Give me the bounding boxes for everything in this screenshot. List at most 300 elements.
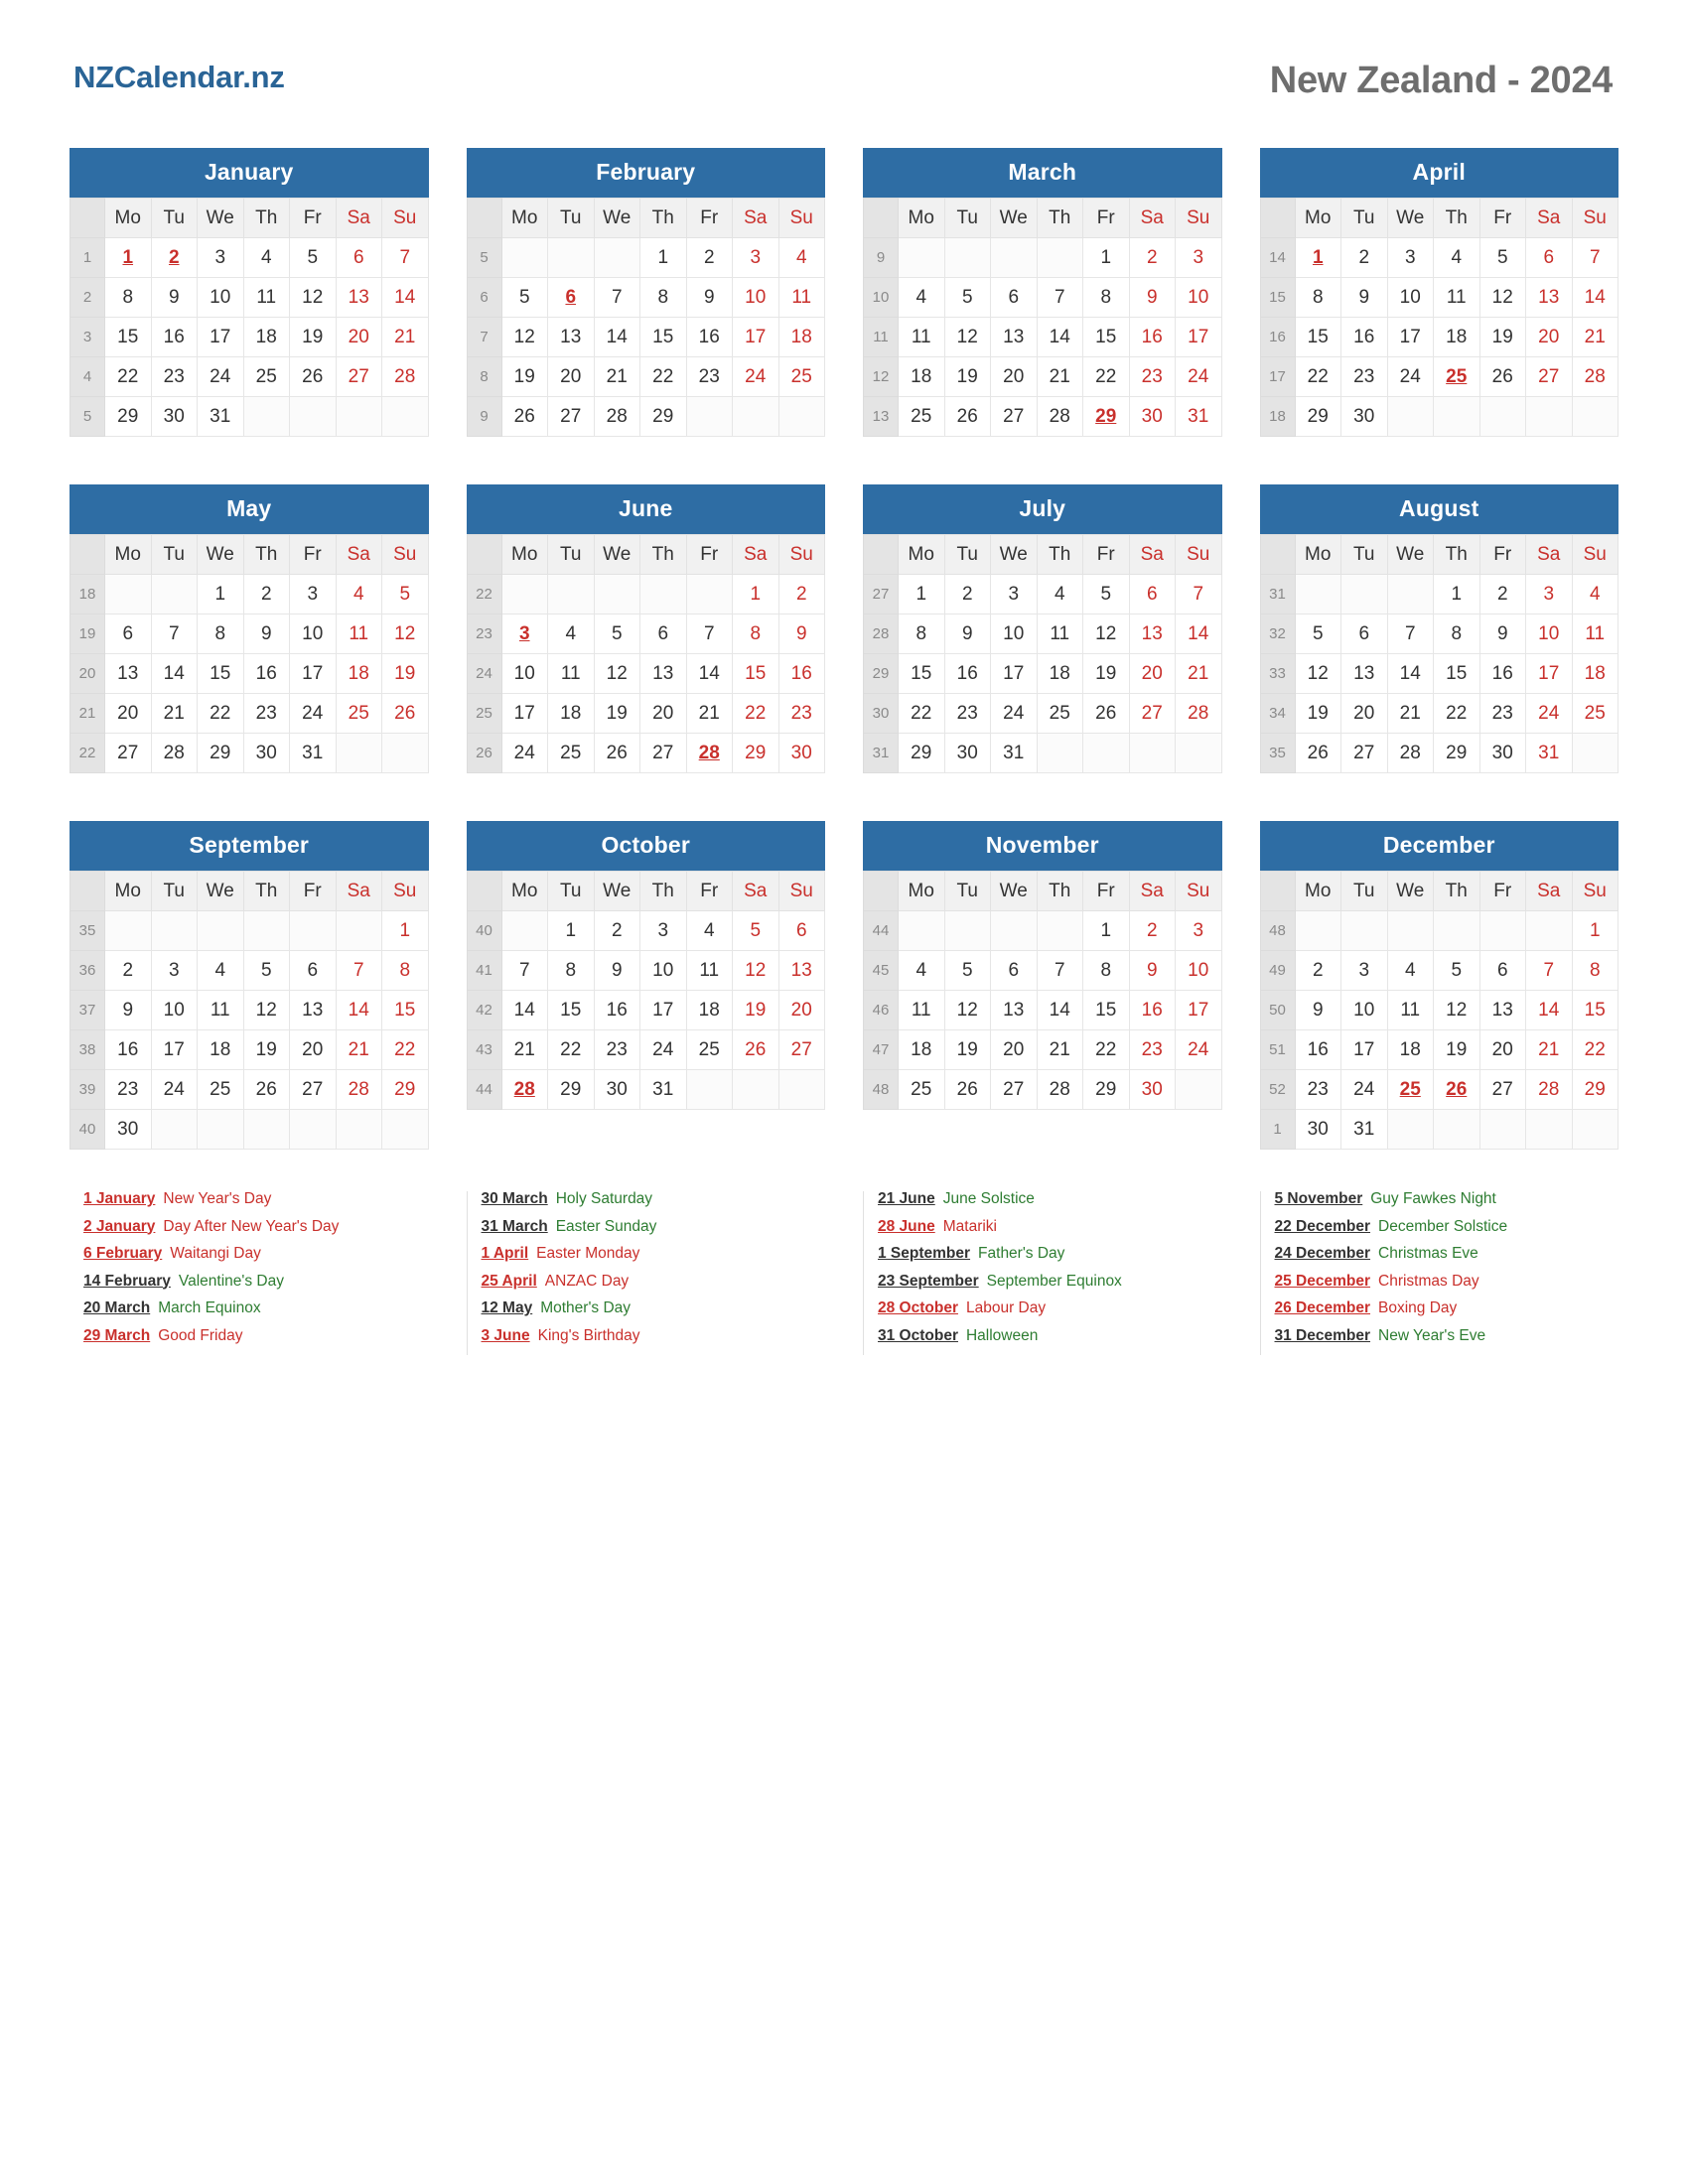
day-cell[interactable]: 7 — [1037, 278, 1083, 318]
day-cell[interactable]: 13 — [105, 654, 152, 694]
day-cell[interactable]: 2 — [105, 951, 152, 991]
day-cell[interactable]: 1 — [899, 575, 945, 614]
day-cell[interactable]: 17 — [640, 991, 687, 1030]
day-cell[interactable]: 12 — [1479, 278, 1526, 318]
day-cell[interactable]: 13 — [548, 318, 595, 357]
day-cell[interactable]: 26 — [1434, 1070, 1480, 1110]
day-cell[interactable]: 27 — [105, 734, 152, 773]
day-cell[interactable]: 21 — [1037, 357, 1083, 397]
day-cell[interactable]: 29 — [1083, 1070, 1130, 1110]
day-cell[interactable]: 19 — [501, 357, 548, 397]
day-cell[interactable]: 17 — [290, 654, 337, 694]
day-cell[interactable]: 23 — [1295, 1070, 1341, 1110]
day-cell[interactable]: 24 — [733, 357, 779, 397]
day-cell[interactable]: 21 — [336, 1030, 382, 1070]
day-cell[interactable]: 18 — [686, 991, 733, 1030]
day-cell[interactable]: 26 — [382, 694, 429, 734]
day-cell[interactable]: 8 — [198, 614, 244, 654]
day-cell[interactable]: 17 — [733, 318, 779, 357]
day-cell[interactable]: 11 — [1387, 991, 1434, 1030]
day-cell[interactable]: 1 — [1295, 238, 1341, 278]
day-cell[interactable]: 2 — [1129, 911, 1176, 951]
day-cell[interactable]: 15 — [382, 991, 429, 1030]
day-cell[interactable]: 8 — [733, 614, 779, 654]
day-cell[interactable]: 20 — [1526, 318, 1573, 357]
day-cell[interactable]: 10 — [501, 654, 548, 694]
day-cell[interactable]: 30 — [151, 397, 198, 437]
day-cell[interactable]: 7 — [501, 951, 548, 991]
day-cell[interactable]: 24 — [290, 694, 337, 734]
day-cell[interactable]: 30 — [944, 734, 991, 773]
day-cell[interactable]: 5 — [1479, 238, 1526, 278]
day-cell[interactable]: 23 — [1129, 1030, 1176, 1070]
day-cell[interactable]: 23 — [151, 357, 198, 397]
day-cell[interactable]: 3 — [1341, 951, 1388, 991]
day-cell[interactable]: 4 — [686, 911, 733, 951]
day-cell[interactable]: 2 — [778, 575, 825, 614]
day-cell[interactable]: 2 — [686, 238, 733, 278]
day-cell[interactable]: 29 — [899, 734, 945, 773]
day-cell[interactable]: 13 — [991, 991, 1038, 1030]
day-cell[interactable]: 9 — [686, 278, 733, 318]
day-cell[interactable]: 2 — [1341, 238, 1388, 278]
day-cell[interactable]: 17 — [991, 654, 1038, 694]
day-cell[interactable]: 22 — [382, 1030, 429, 1070]
day-cell[interactable]: 5 — [243, 951, 290, 991]
day-cell[interactable]: 19 — [944, 357, 991, 397]
day-cell[interactable]: 6 — [290, 951, 337, 991]
day-cell[interactable]: 28 — [336, 1070, 382, 1110]
day-cell[interactable]: 2 — [944, 575, 991, 614]
day-cell[interactable]: 13 — [1341, 654, 1388, 694]
day-cell[interactable]: 26 — [501, 397, 548, 437]
day-cell[interactable]: 2 — [594, 911, 640, 951]
day-cell[interactable]: 30 — [1129, 1070, 1176, 1110]
day-cell[interactable]: 28 — [151, 734, 198, 773]
day-cell[interactable]: 16 — [778, 654, 825, 694]
day-cell[interactable]: 20 — [290, 1030, 337, 1070]
day-cell[interactable]: 10 — [991, 614, 1038, 654]
day-cell[interactable]: 6 — [548, 278, 595, 318]
day-cell[interactable]: 10 — [1176, 278, 1222, 318]
day-cell[interactable]: 21 — [501, 1030, 548, 1070]
day-cell[interactable]: 26 — [944, 397, 991, 437]
day-cell[interactable]: 3 — [151, 951, 198, 991]
day-cell[interactable]: 11 — [1037, 614, 1083, 654]
day-cell[interactable]: 27 — [1129, 694, 1176, 734]
day-cell[interactable]: 25 — [899, 397, 945, 437]
day-cell[interactable]: 23 — [1129, 357, 1176, 397]
day-cell[interactable]: 8 — [1083, 278, 1130, 318]
day-cell[interactable]: 24 — [1341, 1070, 1388, 1110]
day-cell[interactable]: 16 — [243, 654, 290, 694]
day-cell[interactable]: 8 — [382, 951, 429, 991]
day-cell[interactable]: 29 — [1572, 1070, 1618, 1110]
day-cell[interactable]: 9 — [1341, 278, 1388, 318]
day-cell[interactable]: 19 — [290, 318, 337, 357]
day-cell[interactable]: 22 — [1083, 357, 1130, 397]
day-cell[interactable]: 13 — [290, 991, 337, 1030]
day-cell[interactable]: 3 — [198, 238, 244, 278]
day-cell[interactable]: 3 — [290, 575, 337, 614]
day-cell[interactable]: 14 — [1572, 278, 1618, 318]
day-cell[interactable]: 17 — [1526, 654, 1573, 694]
day-cell[interactable]: 4 — [243, 238, 290, 278]
day-cell[interactable]: 11 — [1434, 278, 1480, 318]
day-cell[interactable]: 18 — [778, 318, 825, 357]
day-cell[interactable]: 10 — [1526, 614, 1573, 654]
day-cell[interactable]: 25 — [686, 1030, 733, 1070]
day-cell[interactable]: 8 — [1083, 951, 1130, 991]
day-cell[interactable]: 19 — [1083, 654, 1130, 694]
day-cell[interactable]: 16 — [1129, 991, 1176, 1030]
day-cell[interactable]: 4 — [336, 575, 382, 614]
day-cell[interactable]: 25 — [243, 357, 290, 397]
day-cell[interactable]: 24 — [1176, 1030, 1222, 1070]
day-cell[interactable]: 5 — [1434, 951, 1480, 991]
day-cell[interactable]: 9 — [778, 614, 825, 654]
day-cell[interactable]: 14 — [336, 991, 382, 1030]
day-cell[interactable]: 6 — [640, 614, 687, 654]
day-cell[interactable]: 11 — [548, 654, 595, 694]
site-logo[interactable]: NZCalendar.nz — [73, 60, 285, 94]
day-cell[interactable]: 29 — [1295, 397, 1341, 437]
day-cell[interactable]: 26 — [1295, 734, 1341, 773]
day-cell[interactable]: 23 — [686, 357, 733, 397]
day-cell[interactable]: 17 — [1341, 1030, 1388, 1070]
day-cell[interactable]: 16 — [1479, 654, 1526, 694]
day-cell[interactable]: 2 — [151, 238, 198, 278]
day-cell[interactable]: 18 — [336, 654, 382, 694]
day-cell[interactable]: 23 — [778, 694, 825, 734]
day-cell[interactable]: 2 — [1129, 238, 1176, 278]
day-cell[interactable]: 26 — [944, 1070, 991, 1110]
day-cell[interactable]: 10 — [198, 278, 244, 318]
day-cell[interactable]: 25 — [548, 734, 595, 773]
day-cell[interactable]: 1 — [1434, 575, 1480, 614]
day-cell[interactable]: 25 — [778, 357, 825, 397]
day-cell[interactable]: 9 — [1295, 991, 1341, 1030]
day-cell[interactable]: 27 — [548, 397, 595, 437]
day-cell[interactable]: 13 — [336, 278, 382, 318]
day-cell[interactable]: 1 — [105, 238, 152, 278]
day-cell[interactable]: 12 — [594, 654, 640, 694]
day-cell[interactable]: 24 — [1387, 357, 1434, 397]
day-cell[interactable]: 22 — [899, 694, 945, 734]
day-cell[interactable]: 10 — [1341, 991, 1388, 1030]
day-cell[interactable]: 23 — [944, 694, 991, 734]
day-cell[interactable]: 8 — [1434, 614, 1480, 654]
day-cell[interactable]: 31 — [1526, 734, 1573, 773]
day-cell[interactable]: 14 — [686, 654, 733, 694]
day-cell[interactable]: 15 — [1083, 318, 1130, 357]
day-cell[interactable]: 14 — [151, 654, 198, 694]
day-cell[interactable]: 23 — [594, 1030, 640, 1070]
day-cell[interactable]: 4 — [1037, 575, 1083, 614]
day-cell[interactable]: 17 — [1387, 318, 1434, 357]
day-cell[interactable]: 25 — [899, 1070, 945, 1110]
day-cell[interactable]: 10 — [1387, 278, 1434, 318]
day-cell[interactable]: 7 — [1176, 575, 1222, 614]
day-cell[interactable]: 3 — [1176, 238, 1222, 278]
day-cell[interactable]: 23 — [243, 694, 290, 734]
day-cell[interactable]: 28 — [686, 734, 733, 773]
day-cell[interactable]: 28 — [1526, 1070, 1573, 1110]
day-cell[interactable]: 12 — [944, 991, 991, 1030]
day-cell[interactable]: 18 — [1434, 318, 1480, 357]
day-cell[interactable]: 5 — [944, 278, 991, 318]
day-cell[interactable]: 29 — [105, 397, 152, 437]
day-cell[interactable]: 20 — [1479, 1030, 1526, 1070]
day-cell[interactable]: 9 — [151, 278, 198, 318]
day-cell[interactable]: 22 — [105, 357, 152, 397]
day-cell[interactable]: 31 — [1341, 1110, 1388, 1150]
day-cell[interactable]: 25 — [1434, 357, 1480, 397]
day-cell[interactable]: 26 — [1479, 357, 1526, 397]
day-cell[interactable]: 2 — [1479, 575, 1526, 614]
day-cell[interactable]: 18 — [1037, 654, 1083, 694]
day-cell[interactable]: 14 — [1387, 654, 1434, 694]
day-cell[interactable]: 20 — [1341, 694, 1388, 734]
day-cell[interactable]: 15 — [548, 991, 595, 1030]
day-cell[interactable]: 6 — [336, 238, 382, 278]
day-cell[interactable]: 5 — [1083, 575, 1130, 614]
day-cell[interactable]: 20 — [336, 318, 382, 357]
day-cell[interactable]: 4 — [1387, 951, 1434, 991]
day-cell[interactable]: 23 — [1479, 694, 1526, 734]
day-cell[interactable]: 14 — [1037, 318, 1083, 357]
day-cell[interactable]: 19 — [733, 991, 779, 1030]
day-cell[interactable]: 5 — [733, 911, 779, 951]
day-cell[interactable]: 25 — [198, 1070, 244, 1110]
day-cell[interactable]: 8 — [1572, 951, 1618, 991]
day-cell[interactable]: 27 — [1479, 1070, 1526, 1110]
day-cell[interactable]: 19 — [1479, 318, 1526, 357]
day-cell[interactable]: 24 — [1526, 694, 1573, 734]
day-cell[interactable]: 25 — [1572, 694, 1618, 734]
day-cell[interactable]: 8 — [640, 278, 687, 318]
day-cell[interactable]: 27 — [1526, 357, 1573, 397]
day-cell[interactable]: 22 — [1572, 1030, 1618, 1070]
day-cell[interactable]: 5 — [1295, 614, 1341, 654]
day-cell[interactable]: 6 — [1526, 238, 1573, 278]
day-cell[interactable]: 21 — [1176, 654, 1222, 694]
day-cell[interactable]: 14 — [1176, 614, 1222, 654]
day-cell[interactable]: 30 — [105, 1110, 152, 1150]
day-cell[interactable]: 9 — [105, 991, 152, 1030]
day-cell[interactable]: 30 — [778, 734, 825, 773]
day-cell[interactable]: 3 — [733, 238, 779, 278]
day-cell[interactable]: 22 — [548, 1030, 595, 1070]
day-cell[interactable]: 21 — [1387, 694, 1434, 734]
day-cell[interactable]: 8 — [1295, 278, 1341, 318]
day-cell[interactable]: 5 — [290, 238, 337, 278]
day-cell[interactable]: 11 — [1572, 614, 1618, 654]
day-cell[interactable]: 11 — [686, 951, 733, 991]
day-cell[interactable]: 15 — [105, 318, 152, 357]
day-cell[interactable]: 29 — [382, 1070, 429, 1110]
day-cell[interactable]: 3 — [1176, 911, 1222, 951]
day-cell[interactable]: 16 — [151, 318, 198, 357]
day-cell[interactable]: 16 — [686, 318, 733, 357]
day-cell[interactable]: 30 — [243, 734, 290, 773]
day-cell[interactable]: 4 — [1572, 575, 1618, 614]
day-cell[interactable]: 28 — [501, 1070, 548, 1110]
day-cell[interactable]: 30 — [1129, 397, 1176, 437]
day-cell[interactable]: 31 — [290, 734, 337, 773]
day-cell[interactable]: 7 — [1037, 951, 1083, 991]
day-cell[interactable]: 10 — [640, 951, 687, 991]
day-cell[interactable]: 26 — [733, 1030, 779, 1070]
day-cell[interactable]: 14 — [1526, 991, 1573, 1030]
day-cell[interactable]: 15 — [899, 654, 945, 694]
day-cell[interactable]: 15 — [1083, 991, 1130, 1030]
day-cell[interactable]: 3 — [1387, 238, 1434, 278]
day-cell[interactable]: 18 — [1572, 654, 1618, 694]
day-cell[interactable]: 20 — [640, 694, 687, 734]
day-cell[interactable]: 12 — [1434, 991, 1480, 1030]
day-cell[interactable]: 19 — [1295, 694, 1341, 734]
day-cell[interactable]: 9 — [1129, 278, 1176, 318]
day-cell[interactable]: 22 — [640, 357, 687, 397]
day-cell[interactable]: 30 — [1341, 397, 1388, 437]
day-cell[interactable]: 9 — [1479, 614, 1526, 654]
day-cell[interactable]: 11 — [778, 278, 825, 318]
day-cell[interactable]: 13 — [991, 318, 1038, 357]
day-cell[interactable]: 22 — [198, 694, 244, 734]
day-cell[interactable]: 29 — [640, 397, 687, 437]
day-cell[interactable]: 21 — [151, 694, 198, 734]
day-cell[interactable]: 31 — [1176, 397, 1222, 437]
day-cell[interactable]: 12 — [733, 951, 779, 991]
day-cell[interactable]: 24 — [501, 734, 548, 773]
day-cell[interactable]: 29 — [1083, 397, 1130, 437]
day-cell[interactable]: 7 — [594, 278, 640, 318]
day-cell[interactable]: 4 — [899, 951, 945, 991]
day-cell[interactable]: 28 — [382, 357, 429, 397]
day-cell[interactable]: 27 — [778, 1030, 825, 1070]
day-cell[interactable]: 9 — [1129, 951, 1176, 991]
day-cell[interactable]: 31 — [198, 397, 244, 437]
day-cell[interactable]: 17 — [1176, 991, 1222, 1030]
day-cell[interactable]: 7 — [1526, 951, 1573, 991]
day-cell[interactable]: 26 — [1083, 694, 1130, 734]
day-cell[interactable]: 8 — [105, 278, 152, 318]
day-cell[interactable]: 14 — [382, 278, 429, 318]
day-cell[interactable]: 27 — [991, 1070, 1038, 1110]
day-cell[interactable]: 4 — [198, 951, 244, 991]
day-cell[interactable]: 10 — [151, 991, 198, 1030]
day-cell[interactable]: 29 — [198, 734, 244, 773]
day-cell[interactable]: 29 — [1434, 734, 1480, 773]
day-cell[interactable]: 2 — [1295, 951, 1341, 991]
day-cell[interactable]: 19 — [382, 654, 429, 694]
day-cell[interactable]: 25 — [336, 694, 382, 734]
day-cell[interactable]: 28 — [594, 397, 640, 437]
day-cell[interactable]: 3 — [991, 575, 1038, 614]
day-cell[interactable]: 31 — [991, 734, 1038, 773]
day-cell[interactable]: 28 — [1176, 694, 1222, 734]
day-cell[interactable]: 19 — [944, 1030, 991, 1070]
day-cell[interactable]: 11 — [243, 278, 290, 318]
day-cell[interactable]: 4 — [899, 278, 945, 318]
day-cell[interactable]: 21 — [1572, 318, 1618, 357]
day-cell[interactable]: 12 — [243, 991, 290, 1030]
day-cell[interactable]: 24 — [640, 1030, 687, 1070]
day-cell[interactable]: 19 — [594, 694, 640, 734]
day-cell[interactable]: 15 — [198, 654, 244, 694]
day-cell[interactable]: 7 — [686, 614, 733, 654]
day-cell[interactable]: 3 — [501, 614, 548, 654]
day-cell[interactable]: 9 — [594, 951, 640, 991]
day-cell[interactable]: 13 — [1479, 991, 1526, 1030]
day-cell[interactable]: 20 — [991, 357, 1038, 397]
day-cell[interactable]: 17 — [151, 1030, 198, 1070]
day-cell[interactable]: 13 — [1526, 278, 1573, 318]
day-cell[interactable]: 19 — [243, 1030, 290, 1070]
day-cell[interactable]: 7 — [1387, 614, 1434, 654]
day-cell[interactable]: 18 — [899, 1030, 945, 1070]
day-cell[interactable]: 15 — [1572, 991, 1618, 1030]
day-cell[interactable]: 4 — [778, 238, 825, 278]
day-cell[interactable]: 27 — [640, 734, 687, 773]
day-cell[interactable]: 28 — [1387, 734, 1434, 773]
day-cell[interactable]: 16 — [105, 1030, 152, 1070]
day-cell[interactable]: 6 — [1479, 951, 1526, 991]
day-cell[interactable]: 13 — [1129, 614, 1176, 654]
day-cell[interactable]: 29 — [548, 1070, 595, 1110]
day-cell[interactable]: 23 — [105, 1070, 152, 1110]
day-cell[interactable]: 7 — [1572, 238, 1618, 278]
day-cell[interactable]: 25 — [1037, 694, 1083, 734]
day-cell[interactable]: 22 — [1434, 694, 1480, 734]
day-cell[interactable]: 11 — [198, 991, 244, 1030]
day-cell[interactable]: 14 — [501, 991, 548, 1030]
day-cell[interactable]: 8 — [899, 614, 945, 654]
day-cell[interactable]: 12 — [290, 278, 337, 318]
day-cell[interactable]: 16 — [594, 991, 640, 1030]
day-cell[interactable]: 9 — [243, 614, 290, 654]
day-cell[interactable]: 6 — [105, 614, 152, 654]
day-cell[interactable]: 28 — [1037, 397, 1083, 437]
day-cell[interactable]: 12 — [501, 318, 548, 357]
day-cell[interactable]: 23 — [1341, 357, 1388, 397]
day-cell[interactable]: 21 — [1526, 1030, 1573, 1070]
day-cell[interactable]: 18 — [198, 1030, 244, 1070]
day-cell[interactable]: 10 — [1176, 951, 1222, 991]
day-cell[interactable]: 15 — [1295, 318, 1341, 357]
day-cell[interactable]: 6 — [991, 278, 1038, 318]
day-cell[interactable]: 27 — [290, 1070, 337, 1110]
day-cell[interactable]: 1 — [640, 238, 687, 278]
day-cell[interactable]: 5 — [382, 575, 429, 614]
day-cell[interactable]: 6 — [1341, 614, 1388, 654]
day-cell[interactable]: 28 — [1572, 357, 1618, 397]
day-cell[interactable]: 24 — [1176, 357, 1222, 397]
day-cell[interactable]: 5 — [594, 614, 640, 654]
day-cell[interactable]: 1 — [548, 911, 595, 951]
day-cell[interactable]: 13 — [640, 654, 687, 694]
day-cell[interactable]: 5 — [944, 951, 991, 991]
day-cell[interactable]: 6 — [991, 951, 1038, 991]
day-cell[interactable]: 1 — [1083, 911, 1130, 951]
day-cell[interactable]: 26 — [243, 1070, 290, 1110]
day-cell[interactable]: 15 — [733, 654, 779, 694]
day-cell[interactable]: 26 — [290, 357, 337, 397]
day-cell[interactable]: 21 — [1037, 1030, 1083, 1070]
day-cell[interactable]: 4 — [1434, 238, 1480, 278]
day-cell[interactable]: 17 — [198, 318, 244, 357]
